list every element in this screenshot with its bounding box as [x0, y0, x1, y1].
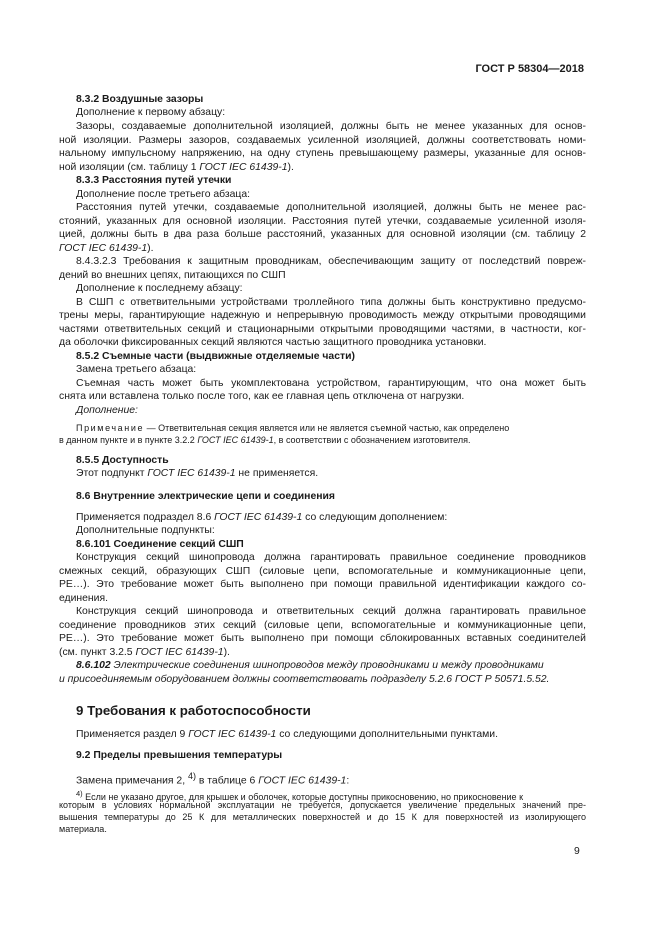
standard-reference: ГОСТ IEC 61439-1 — [188, 729, 277, 740]
paragraph-line: нальному импульсному напряжению, на одну ступень превышающему размеры, указанные для основ- — [59, 148, 586, 159]
section-8-5-5-heading: 8.5.5 Доступность — [76, 455, 169, 466]
standard-reference: ГОСТ IEC 61439-1 — [197, 435, 274, 445]
paragraph-line: (см. пункт 3.2.5 ГОСТ IEC 61439-1). — [59, 647, 230, 658]
paragraph-line: да оболочки фиксированных секций являются частью защитного проводника установки. — [59, 337, 487, 348]
paragraph-line: единения. — [59, 593, 108, 604]
footnote-marker: 4) — [187, 771, 196, 781]
footnote-line: материала. — [59, 824, 107, 834]
paragraph-line: Применяется раздел 9 ГОСТ IEC 61439-1 со следующими дополнительными пунктами. — [76, 729, 498, 740]
page-number: 9 — [574, 846, 580, 857]
paragraph-line: Зазоры, создаваемые дополнительной изоляцией, должны быть не менее указанных для основ- — [76, 121, 586, 132]
paragraph-line: Дополнение к первому абзацу: — [76, 107, 226, 118]
paragraph-line: Этот подпункт ГОСТ IEC 61439-1 не применяется. — [76, 468, 319, 479]
section-8-6-101-heading: 8.6.101 Соединение секций СШП — [76, 539, 244, 550]
note-label: Примечание — [76, 423, 145, 433]
footnote-line: вышения температуры до 25 К для металлических поверхностей и до 15 К для поверхностей из изолирующего — [59, 812, 586, 822]
section-9-heading: 9 Требования к работоспособности — [76, 703, 311, 718]
paragraph-line: Конструкция секций шинопровода и ответвительных секций должна гарантировать правильное — [76, 606, 586, 617]
standard-reference: ГОСТ IEC 61439-1 — [135, 647, 224, 658]
paragraph-line: Дополнение после третьего абзаца: — [76, 189, 251, 200]
footnote-line: $^{4)}$ Если не указано другое, для крышек и оболочек, которые доступны прикосновению, но прикосновение к — [76, 789, 524, 802]
section-8-5-2-heading: 8.5.2 Съемные части (выдвижные отделяемые части) — [76, 351, 355, 362]
section-9-2-heading: 9.2 Пределы превышения температуры — [76, 750, 283, 761]
standard-reference: ГОСТ IEC 61439-1 — [199, 162, 288, 173]
paragraph-line: Расстояния путей утечки, создаваемые дополнительной изоляцией, должны быть не менее рас- — [76, 202, 586, 213]
paragraph-line: Применяется подраздел 8.6 ГОСТ IEC 61439-1 со следующим дополнением: — [76, 512, 448, 523]
paragraph-line: Дополнение: — [76, 405, 138, 416]
paragraph-line: Конструкция секций шинопровода должна гарантировать правильное соединение проводников — [76, 552, 586, 563]
paragraph-line: Замена примечания 2, $^{4)}$ в таблице 6 ГОСТ IEC 61439-1: — [76, 771, 350, 787]
paragraph-line: смежных секций, образующих СШП (силовые цепи, вспомогательные и коммуникационные цепи, — [59, 566, 586, 577]
footnote-marker: 4) — [76, 789, 83, 798]
note-line: в данном пункте и в пункте 3.2.2 ГОСТ IEC 61439-1, в соответствии с обозначением изготовителя. — [59, 435, 471, 445]
paragraph-line: Дополнение к последнему абзацу: — [76, 283, 243, 294]
paragraph-line: ГОСТ IEC 61439-1). — [59, 243, 154, 254]
paragraph-line: ной изоляции. Размеры зазоров, создаваемых усиленной изоляцией, должны соответствовать номи- — [59, 135, 586, 146]
note-line: Примечание — Ответвительная секция является или не является съемной частью, как определено — [76, 423, 510, 433]
footnote-line: которым в условиях нормальной эксплуатации не требуется, допускается увеличение предельных значений пре- — [59, 800, 586, 810]
standard-reference: ГОСТ IEC 61439-1 — [59, 243, 148, 254]
paragraph-line: Замена третьего абзаца: — [76, 364, 197, 375]
paragraph-line: PE…). Это требование может быть выполнено при помощи сблокированных вставных соединителей — [59, 633, 586, 644]
paragraph-line: PE…). Это требование может быть выполнено при помощи правильной идентификации каждого со- — [59, 579, 586, 590]
paragraph-line: снята или вставлена только после того, как ее главная цепь отключена от нагрузки. — [59, 391, 465, 402]
standard-reference: ГОСТ IEC 61439-1 — [258, 775, 347, 787]
section-8-6-102-line: 8.6.102 Электрические соединения шинопроводов между проводниками и между проводниками — [76, 660, 544, 671]
paragraph-line: трены меры, гарантирующие надежную и непрерывную проводимость между открытыми проводящими — [59, 310, 586, 321]
paragraph-line: цией, должны быть в два раза больше расстояний, указанных для основной изоляции (см. таблицу 2 — [59, 229, 586, 240]
section-8-4-3-2-3-heading: 8.4.3.2.3 Требования к защитным проводникам, обеспечивающим защиту от последствий повреж- — [76, 256, 586, 267]
paragraph-line: стояний, указанных для основной изоляции. Расстояния путей утечки, создаваемые усиленной изоля- — [59, 216, 586, 227]
paragraph-line: ной изоляции (см. таблицу 1 ГОСТ IEC 61439-1). — [59, 162, 294, 173]
paragraph-line: Съемная часть может быть укомплектована устройством, гарантирующим, что она может быть — [76, 378, 586, 389]
standard-designation: ГОСТ Р 58304—2018 — [475, 63, 584, 75]
paragraph-line: дений во внешних цепях, питающихся по СШП — [59, 270, 286, 281]
paragraph-line: В СШП с ответвительными устройствами троллейного типа должны быть конструктивно предусмо- — [76, 297, 586, 308]
standard-reference: ГОСТ IEC 61439-1 — [147, 468, 236, 479]
section-8-3-2-heading: 8.3.2 Воздушные зазоры — [76, 94, 204, 105]
paragraph-line: частями ответвительных секций и стационарными открытыми проводящими частями, в частности, ког- — [59, 324, 586, 335]
paragraph-line: и присоединяемым оборудованием должны соответствовать подразделу 5.2.6 ГОСТ Р 50571.5.52. — [59, 674, 550, 685]
paragraph-line: Дополнительные подпункты: — [76, 525, 215, 536]
section-8-3-3-heading: 8.3.3 Расстояния путей утечки — [76, 175, 232, 186]
section-8-6-heading: 8.6 Внутренние электрические цепи и соединения — [76, 491, 335, 502]
standard-reference: ГОСТ IEC 61439-1 — [214, 512, 303, 523]
paragraph-line: соединение проводников этих секций (силовые цепи, вспомогательные и коммуникационные цепи, — [59, 620, 586, 631]
